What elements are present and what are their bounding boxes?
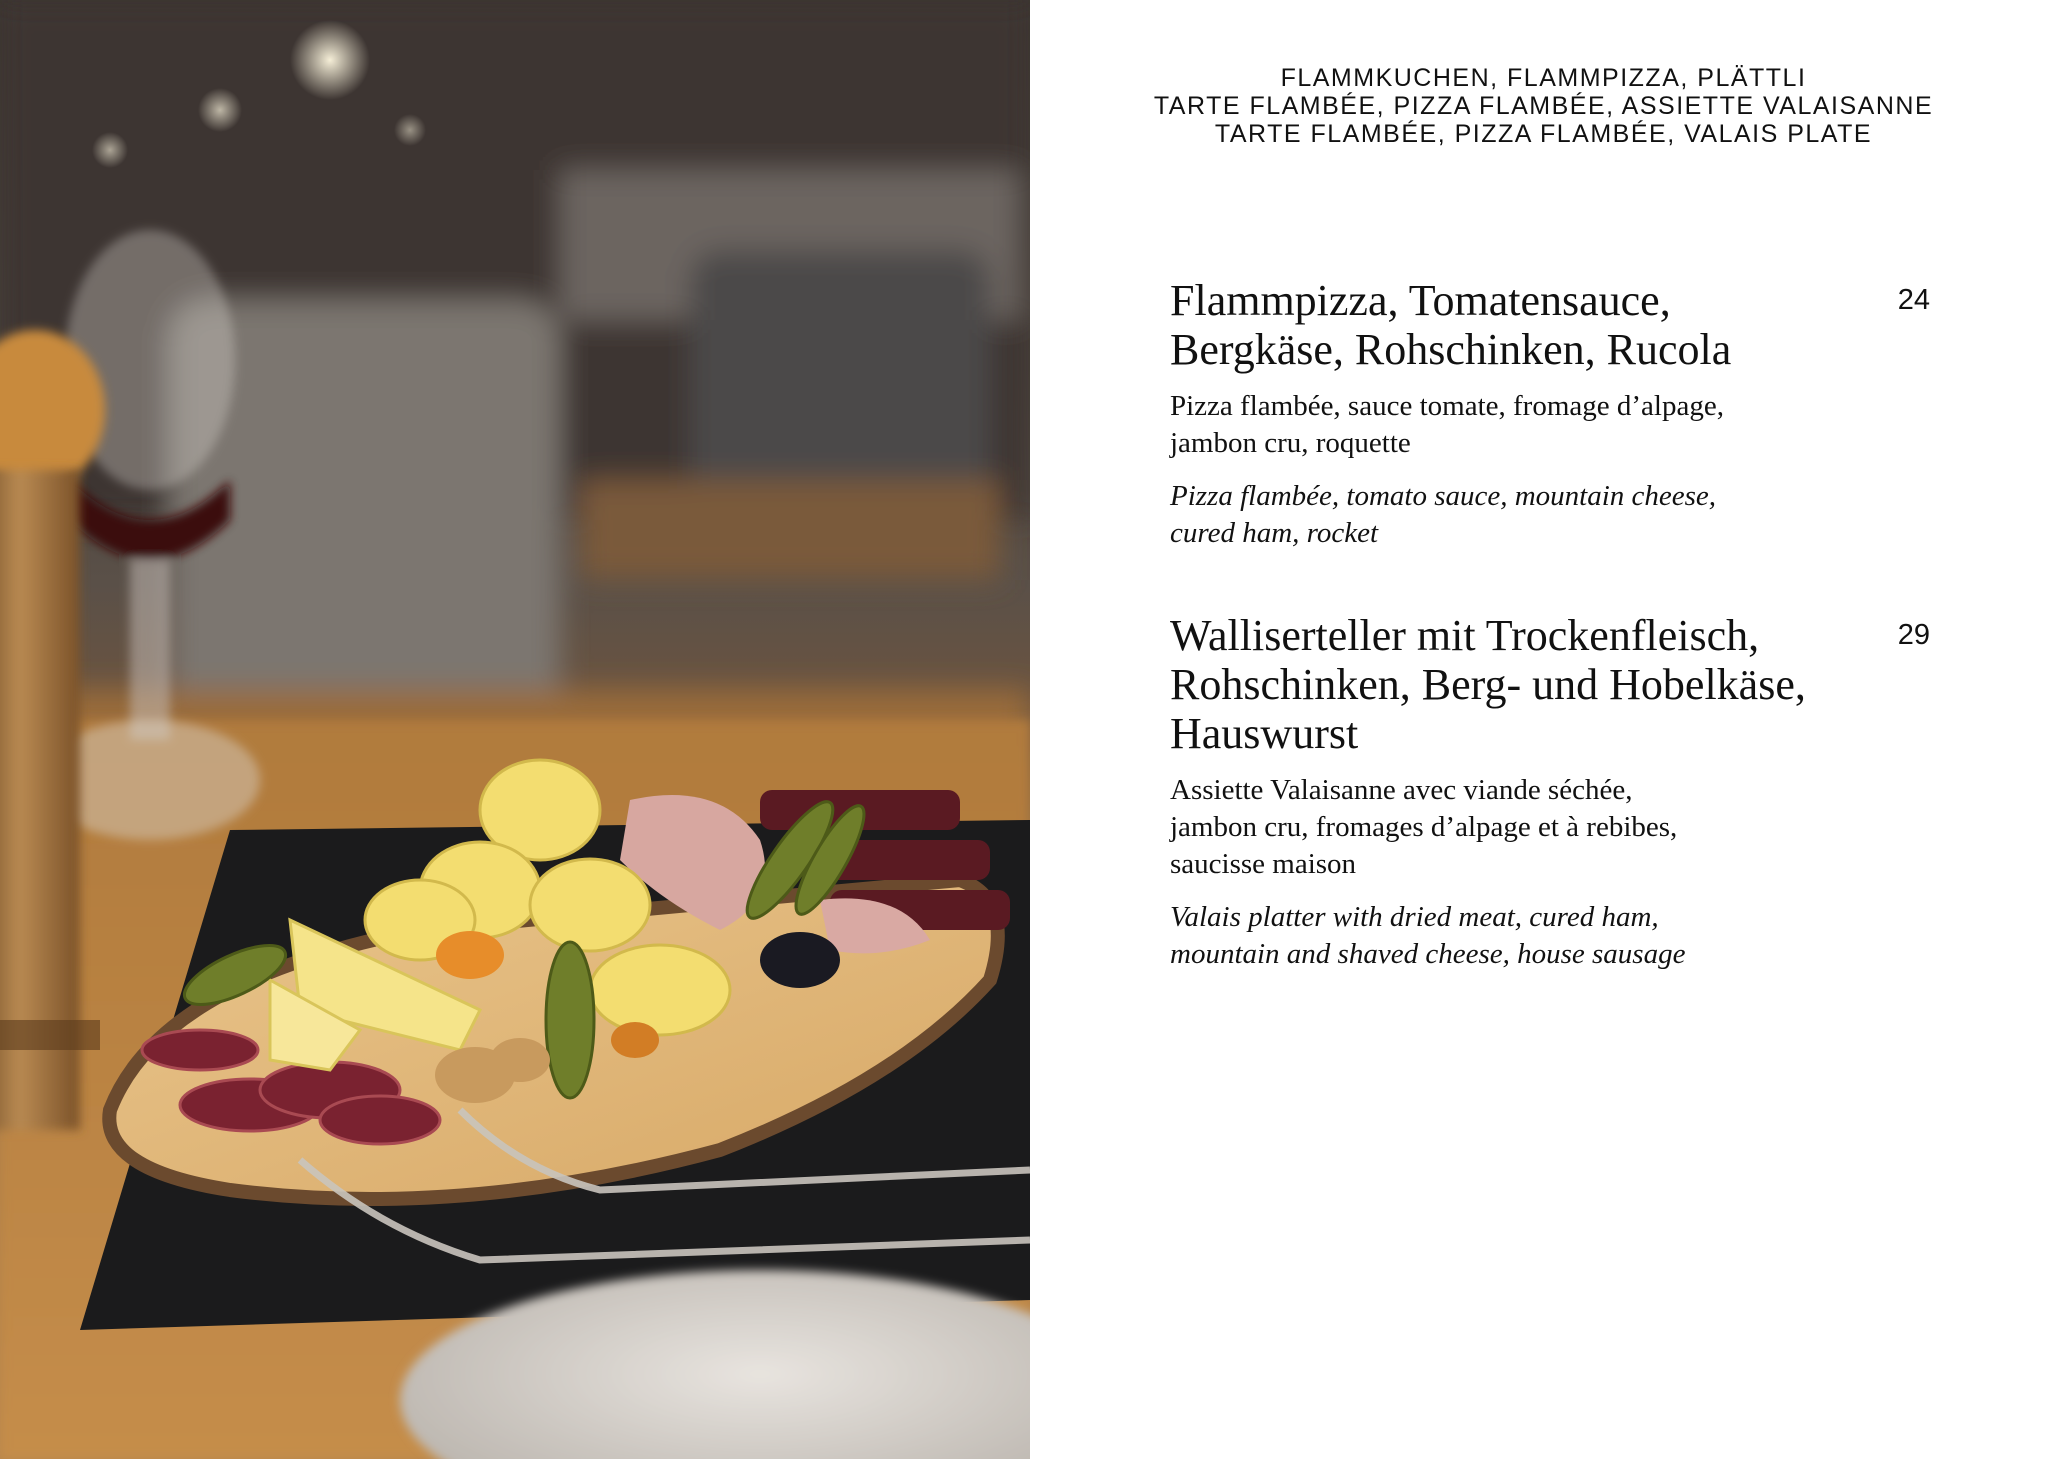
menu-item xyxy=(1170,276,1930,552)
item-description-en xyxy=(1170,478,1870,552)
header-line-en: TARTE FLAMBÉE, PIZZA FLAMBÉE, VALAIS PLATE xyxy=(1214,120,1873,148)
item-price: 29 xyxy=(1897,619,1930,651)
item-description-fr xyxy=(1170,388,1870,462)
header-line-fr: TARTE FLAMBÉE, PIZZA FLAMBÉE, ASSIETTE VALAISANNE xyxy=(1153,92,1934,120)
item-title-line: Flammpizza, Tomatensauce, xyxy=(1170,276,1671,325)
item-description-fr-line: Assiette Valaisanne avec viande séchée, xyxy=(1170,774,1633,806)
section-header xyxy=(1030,64,2057,148)
item-description-fr-line: jambon cru, fromages d’alpage et à rebibes, xyxy=(1170,811,1678,843)
item-title-line: Rohschinken, Berg- und Hobelkäse, xyxy=(1170,660,1806,709)
item-title-line: Bergkäse, Rohschinken, Rucola xyxy=(1170,325,1732,374)
item-title xyxy=(1170,611,1870,758)
item-description-en xyxy=(1170,899,1870,973)
item-price: 24 xyxy=(1897,284,1930,316)
menu-page xyxy=(1030,0,2057,1459)
item-description-fr-line: Pizza flambée, sauce tomate, fromage d’alpage, xyxy=(1170,390,1724,422)
item-description-en-line: cured ham, rocket xyxy=(1170,517,1379,549)
item-description-en-line: Valais platter with dried meat, cured ham, xyxy=(1170,901,1659,933)
menu-item xyxy=(1170,611,1930,973)
item-description-en-line: Pizza flambée, tomato sauce, mountain cheese, xyxy=(1170,480,1717,512)
item-description-en-line: mountain and shaved cheese, house sausage xyxy=(1170,938,1686,970)
item-title-line: Hauswurst xyxy=(1170,709,1359,758)
item-description-fr xyxy=(1170,772,1870,883)
item-description-fr-line: saucisse maison xyxy=(1170,848,1357,880)
header-line-de: FLAMMKUCHEN, FLAMMPIZZA, PLÄTTLI xyxy=(1280,64,1807,92)
item-description-fr-line: jambon cru, roquette xyxy=(1170,427,1411,459)
item-title xyxy=(1170,276,1870,374)
item-title-line: Walliserteller mit Trockenfleisch, xyxy=(1170,611,1760,660)
